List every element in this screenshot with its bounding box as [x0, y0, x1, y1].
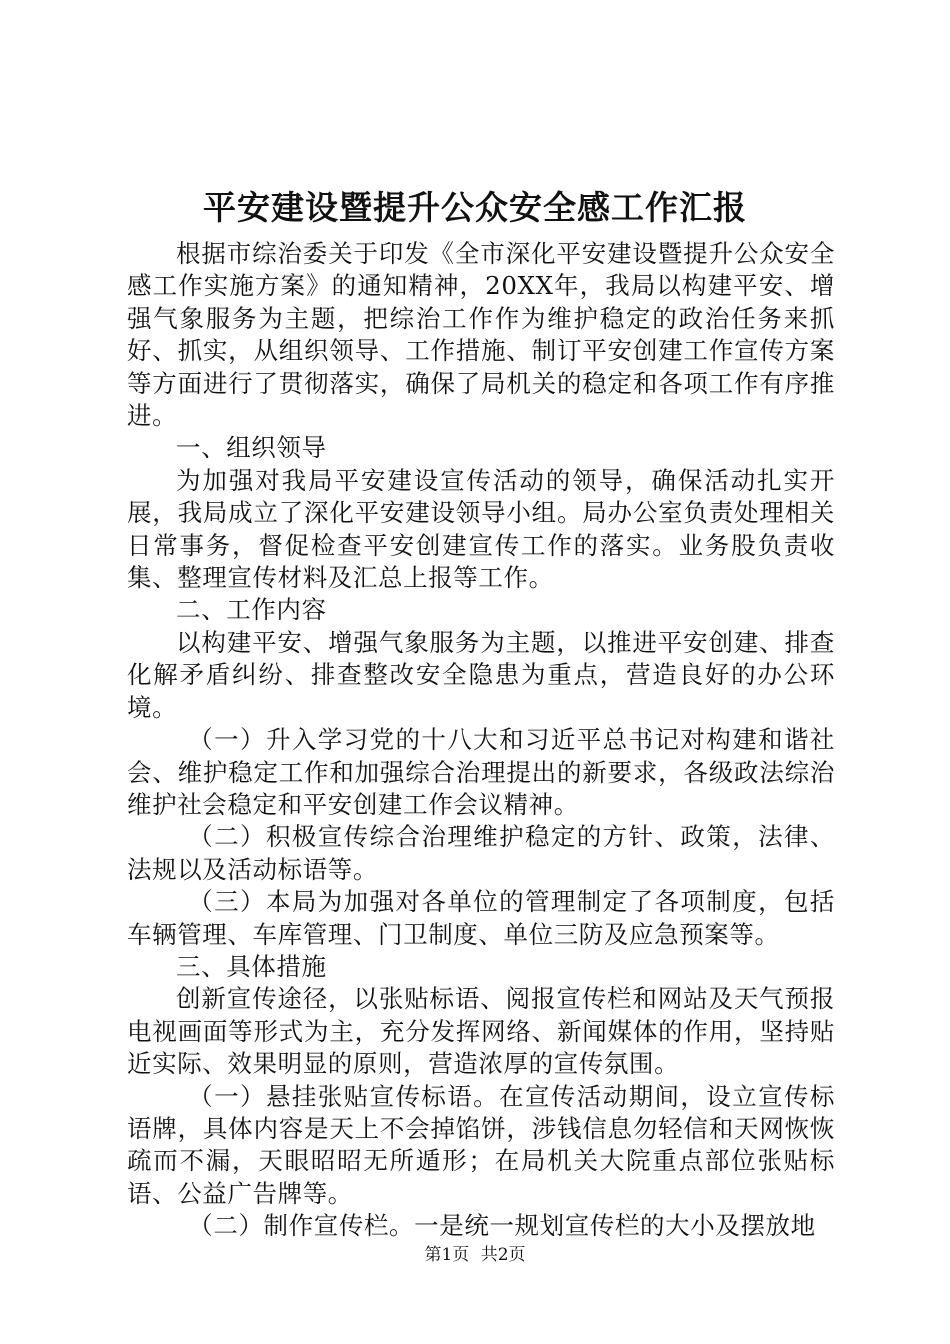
paragraph-measures: 创新宣传途径，以张贴标语、阅报宣传栏和网站及天气预报电视画面等形式为主，充分发挥网络、新闻媒体的作用，坚持贴近实际、效果明显的原则，营造浓厚的宣传氛围。 — [127, 984, 835, 1079]
page-number: 第1页 — [424, 1245, 470, 1265]
paragraph-work-item-1: （一）升入学习党的十八大和习近平总书记对构建和谐社会、维护稳定工作和加强综合治理提出的新要求，各级政法综治维护社会稳定和平安创建工作会议精神。 — [127, 725, 835, 819]
page-footer — [0, 1244, 950, 1266]
paragraph-work-content: 以构建平安、增强气象服务为主题，以推进平安创建、排查化解矛盾纠纷、排查整改安全隐患为重点，营造良好的办公环境。 — [127, 627, 835, 722]
paragraph-organization: 为加强对我局平安建设宣传活动的领导，确保活动扎实开展，我局成立了深化平安建设领导小组。局办公室负责处理相关日常事务，督促检查平安创建宣传工作的落实。业务股负责收集、整理宣传材料及汇总上报等工作。 — [127, 465, 835, 593]
section-heading-measures: 三、具体措施 — [176, 951, 327, 981]
paragraph-measure-item-2: （二）制作宣传栏。一是统一规划宣传栏的大小及摆放地 — [188, 1211, 816, 1241]
paragraph-work-item-3: （三）本局为加强对各单位的管理制定了各项制度，包括车辆管理、车库管理、门卫制度、单位三防及应急预案等。 — [127, 887, 835, 949]
document-body — [127, 238, 835, 1243]
paragraph-intro: 根据市综治委关于印发《全市深化平安建设暨提升公众安全感工作实施方案》的通知精神，20XX年，我局以构建平安、增强气象服务为主题，把综治工作作为维护稳定的政治任务来抓好、抓实，从组织领导、工作措施、制订平安创建工作宣传方案等方面进行了贯彻落实，确保了局机关的稳定和各项工作有序推进。 — [127, 239, 835, 431]
page-total: 共2页 — [480, 1245, 526, 1265]
document-title: 平安建设暨提升公众安全感工作汇报 — [203, 188, 747, 227]
section-heading-work-content: 二、工作内容 — [176, 595, 327, 625]
paragraph-work-item-2: （二）积极宣传综合治理维护稳定的方针、政策，法律、法规以及活动标语等。 — [127, 822, 835, 884]
paragraph-measure-item-1: （一）悬挂张贴宣传标语。在宣传活动期间，设立宣传标语牌，具体内容是天上不会掉馅饼，涉钱信息勿轻信和天网恢恢疏而不漏，天眼昭昭无所遁形；在局机关大院重点部位张贴标语、公益广告牌等。 — [127, 1081, 835, 1208]
section-heading-organization: 一、组织领导 — [176, 433, 327, 463]
